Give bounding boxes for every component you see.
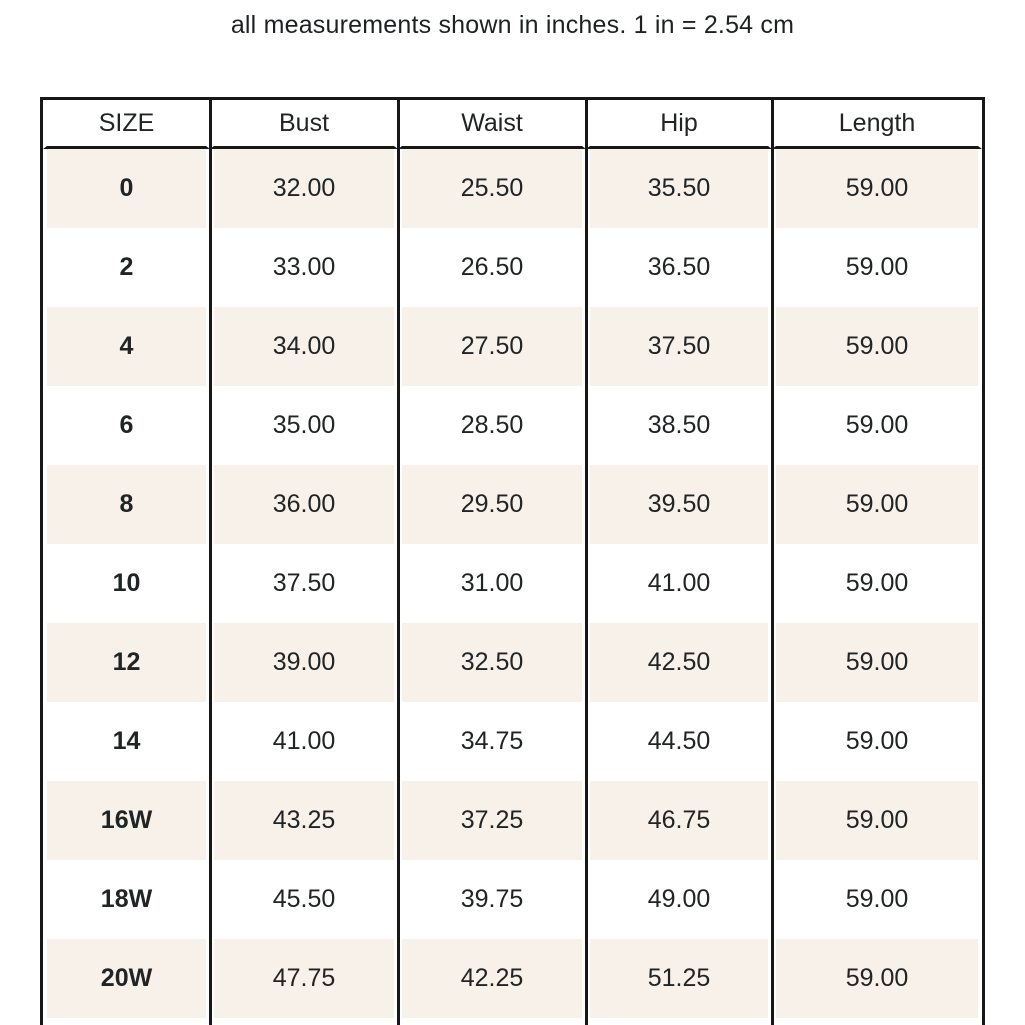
length-cell: 59.00 — [772, 544, 982, 623]
cutoff-cell — [772, 1018, 982, 1025]
length-cell: 59.00 — [772, 939, 982, 1018]
size-cell: 6 — [43, 386, 210, 465]
waist-cell: 31.00 — [398, 544, 586, 623]
size-cell: 20W — [43, 939, 210, 1018]
bust-cell: 45.50 — [210, 860, 398, 939]
bust-cell: 33.00 — [210, 228, 398, 307]
cutoff-cell — [586, 1018, 772, 1025]
size-cell: 10 — [43, 544, 210, 623]
length-cell: 59.00 — [772, 386, 982, 465]
hip-cell: 44.50 — [586, 702, 772, 781]
col-header-length: Length — [772, 100, 982, 149]
size-row-16w — [43, 781, 982, 860]
cutoff-cell — [210, 1018, 398, 1025]
hip-cell: 36.50 — [586, 228, 772, 307]
hip-cell: 35.50 — [586, 149, 772, 228]
hip-cell: 46.75 — [586, 781, 772, 860]
size-row-2 — [43, 228, 982, 307]
size-cell: 4 — [43, 307, 210, 386]
size-cell: 18W — [43, 860, 210, 939]
hip-cell: 42.50 — [586, 623, 772, 702]
column-divider — [771, 100, 774, 1025]
length-cell: 59.00 — [772, 702, 982, 781]
hip-cell: 49.00 — [586, 860, 772, 939]
waist-cell: 27.50 — [398, 307, 586, 386]
size-row-6 — [43, 386, 982, 465]
size-cell: 2 — [43, 228, 210, 307]
size-row-18w — [43, 860, 982, 939]
hip-cell: 51.25 — [586, 939, 772, 1018]
size-cell: 16W — [43, 781, 210, 860]
bust-cell: 36.00 — [210, 465, 398, 544]
bust-cell: 35.00 — [210, 386, 398, 465]
hip-cell: 39.50 — [586, 465, 772, 544]
bust-cell: 32.00 — [210, 149, 398, 228]
length-cell: 59.00 — [772, 860, 982, 939]
bust-cell: 41.00 — [210, 702, 398, 781]
waist-cell: 32.50 — [398, 623, 586, 702]
waist-cell: 37.25 — [398, 781, 586, 860]
column-divider — [209, 100, 212, 1025]
bust-cell: 43.25 — [210, 781, 398, 860]
size-row-12 — [43, 623, 982, 702]
size-row-0 — [43, 149, 982, 228]
length-cell: 59.00 — [772, 149, 982, 228]
size-row-8 — [43, 465, 982, 544]
size-cell: 0 — [43, 149, 210, 228]
bust-cell: 34.00 — [210, 307, 398, 386]
cutoff-cell — [43, 1018, 210, 1025]
waist-cell: 34.75 — [398, 702, 586, 781]
column-divider — [397, 100, 400, 1025]
length-cell: 59.00 — [772, 623, 982, 702]
col-header-bust: Bust — [210, 100, 398, 149]
waist-cell: 29.50 — [398, 465, 586, 544]
length-cell: 59.00 — [772, 781, 982, 860]
col-header-size: SIZE — [43, 100, 210, 149]
bust-cell: 47.75 — [210, 939, 398, 1018]
waist-cell: 26.50 — [398, 228, 586, 307]
hip-cell: 38.50 — [586, 386, 772, 465]
cutoff-row — [43, 1018, 982, 1025]
waist-cell: 28.50 — [398, 386, 586, 465]
bust-cell: 37.50 — [210, 544, 398, 623]
length-cell: 59.00 — [772, 307, 982, 386]
length-cell: 59.00 — [772, 228, 982, 307]
header-row — [43, 100, 982, 149]
hip-cell: 41.00 — [586, 544, 772, 623]
measurement-note: all measurements shown in inches. 1 in = 2.54 cm — [230, 11, 795, 39]
size-cell: 12 — [43, 623, 210, 702]
size-cell: 8 — [43, 465, 210, 544]
waist-cell: 42.25 — [398, 939, 586, 1018]
size-chart-table — [43, 100, 982, 1025]
size-row-10 — [43, 544, 982, 623]
column-divider — [585, 100, 588, 1025]
size-chart — [40, 97, 985, 1025]
size-cell: 14 — [43, 702, 210, 781]
length-cell: 59.00 — [772, 465, 982, 544]
waist-cell: 25.50 — [398, 149, 586, 228]
col-header-hip: Hip — [586, 100, 772, 149]
hip-cell: 37.50 — [586, 307, 772, 386]
col-header-waist: Waist — [398, 100, 586, 149]
size-row-4 — [43, 307, 982, 386]
cutoff-cell — [398, 1018, 586, 1025]
bust-cell: 39.00 — [210, 623, 398, 702]
waist-cell: 39.75 — [398, 860, 586, 939]
size-row-20w — [43, 939, 982, 1018]
size-row-14 — [43, 702, 982, 781]
